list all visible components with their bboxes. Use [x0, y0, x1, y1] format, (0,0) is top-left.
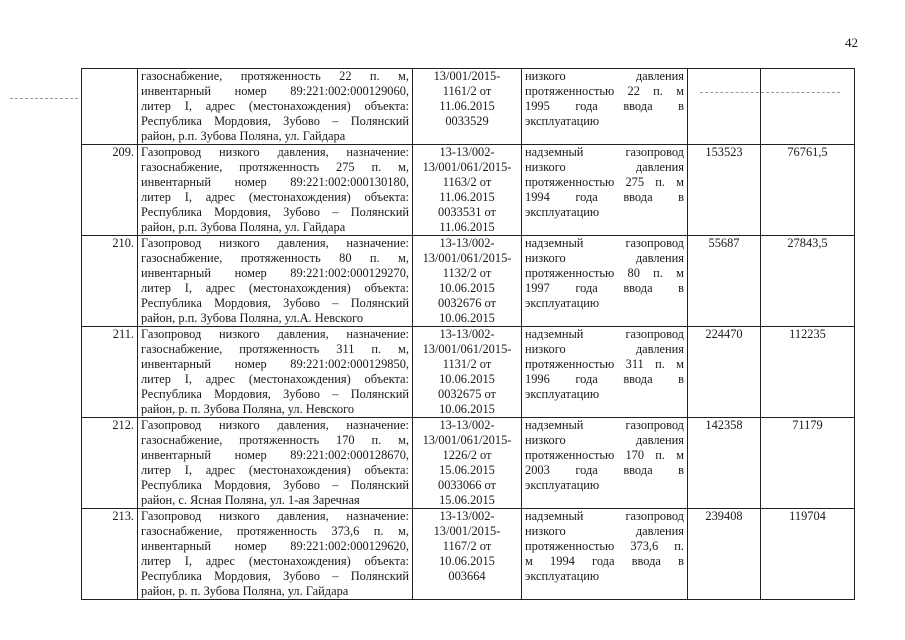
object-characteristics-line: надземный газопровод	[525, 509, 684, 523]
object-description-line: Республика Мордовия, Зубово – Полянский	[141, 114, 409, 128]
registration-record	[413, 145, 522, 236]
object-description-line: Республика Мордовия, Зубово – Полянский	[141, 387, 409, 401]
object-description-line: газоснабжение, протяженность 170 п. м,	[141, 433, 409, 447]
registration-record-line: 10.06.2015	[439, 402, 495, 416]
object-description	[138, 69, 413, 145]
registration-record-line: 11.06.2015	[439, 190, 495, 204]
balance-value: 239408	[688, 509, 761, 600]
object-characteristics-line: эксплуатацию	[525, 296, 600, 310]
object-description	[138, 418, 413, 509]
object-description-line: литер I, адрес (местонахождения) объекта:	[141, 281, 409, 295]
object-characteristics-line: надземный газопровод	[525, 327, 684, 341]
object-description-line: Газопровод низкого давления, назначение:	[141, 327, 409, 341]
balance-value: 153523	[688, 145, 761, 236]
object-description-line: инвентарный номер 89:221:002:000129060,	[141, 84, 409, 98]
object-description-line: литер I, адрес (местонахождения) объекта:	[141, 554, 409, 568]
registry-body	[82, 69, 855, 600]
object-characteristics	[522, 69, 688, 145]
registration-record-line: 0032676 от	[438, 296, 496, 310]
object-characteristics-line: эксплуатацию	[525, 569, 600, 583]
registration-record-line: 1163/2 от	[442, 175, 492, 189]
object-characteristics-line: м 1994 года ввода в	[525, 554, 684, 568]
object-characteristics-line: надземный газопровод	[525, 418, 684, 432]
registration-record-line: 1161/2 от	[442, 84, 492, 98]
registration-record-line: 13-13/002-	[439, 418, 495, 432]
balance-value: 142358	[688, 418, 761, 509]
registration-record-line: 1131/2 от	[442, 357, 492, 371]
object-characteristics	[522, 236, 688, 327]
object-description-line: Республика Мордовия, Зубово – Полянский	[141, 569, 409, 583]
row-number: 211.	[82, 327, 138, 418]
object-characteristics-line: эксплуатацию	[525, 387, 600, 401]
object-characteristics-line: эксплуатацию	[525, 114, 600, 128]
object-description-line: Газопровод низкого давления, назначение:	[141, 236, 409, 250]
registration-record-line: 0032675 от	[438, 387, 496, 401]
table-row	[82, 418, 855, 509]
registration-record-line: 15.06.2015	[439, 493, 495, 507]
object-characteristics-line: 1996 года ввода в	[525, 372, 684, 386]
object-characteristics-line: протяженностью 275 п. м	[525, 175, 684, 189]
object-description-line: газоснабжение, протяженность 311 п. м,	[141, 342, 409, 356]
page-number: 42	[845, 35, 858, 50]
registration-record-line: 13/001/061/2015-	[422, 251, 512, 265]
registration-record	[413, 236, 522, 327]
registration-record-line: 13-13/002-	[439, 236, 495, 250]
object-description-line: инвентарный номер 89:221:002:000129270,	[141, 266, 409, 280]
registration-record-line: 0033529	[445, 114, 489, 128]
registration-record-line: 1167/2 от	[442, 539, 492, 553]
object-characteristics-line: 1995 года ввода в	[525, 99, 684, 113]
registration-record-line: 13-13/002-	[439, 509, 495, 523]
object-description	[138, 145, 413, 236]
object-characteristics-line: 1997 года ввода в	[525, 281, 684, 295]
registration-record-line: 13/001/2015-	[433, 524, 501, 538]
registration-record	[413, 69, 522, 145]
registration-record-line: 1132/2 от	[442, 266, 492, 280]
object-description-line: газоснабжение, протяженность 80 п. м,	[141, 251, 409, 265]
row-number: 213.	[82, 509, 138, 600]
object-characteristics-line: 2003 года ввода в	[525, 463, 684, 477]
object-description-line: Газопровод низкого давления, назначение:	[141, 418, 409, 432]
object-characteristics-line: низкого давления	[525, 160, 684, 174]
object-characteristics	[522, 327, 688, 418]
registration-record-line: 13-13/002-	[439, 145, 495, 159]
object-characteristics-line: эксплуатацию	[525, 478, 600, 492]
table-row	[82, 145, 855, 236]
object-description-line: Газопровод низкого давления, назначение:	[141, 509, 409, 523]
balance-value	[688, 69, 761, 145]
registration-record-line: 0033066 от	[438, 478, 496, 492]
object-description	[138, 327, 413, 418]
object-description-line: литер I, адрес (местонахождения) объекта:	[141, 99, 409, 113]
object-description-line: газоснабжение, протяженность 373,6 п. м,	[141, 524, 409, 538]
registration-record-line: 13/001/061/2015-	[422, 433, 512, 447]
object-characteristics-line: 1994 года ввода в	[525, 190, 684, 204]
row-number: 212.	[82, 418, 138, 509]
object-characteristics-line: надземный газопровод	[525, 145, 684, 159]
table-row	[82, 69, 855, 145]
residual-value: 71179	[761, 418, 855, 509]
object-description-line: район, р. п. Зубова Поляна, ул. Гайдара	[141, 584, 349, 598]
residual-value: 27843,5	[761, 236, 855, 327]
object-characteristics-line: низкого давления	[525, 251, 684, 265]
object-description	[138, 236, 413, 327]
object-description-line: газоснабжение, протяженность 275 п. м,	[141, 160, 409, 174]
registration-record-line: 003664	[448, 569, 486, 583]
object-characteristics-line: низкого давления	[525, 433, 684, 447]
object-characteristics-line: низкого давления	[525, 342, 684, 356]
registration-record-line: 13-13/002-	[439, 327, 495, 341]
registration-record	[413, 327, 522, 418]
registration-record-line: 13/001/061/2015-	[422, 160, 512, 174]
table-row	[82, 327, 855, 418]
table-row	[82, 509, 855, 600]
object-description-line: Газопровод низкого давления, назначение:	[141, 145, 409, 159]
registration-record	[413, 418, 522, 509]
object-characteristics-line: протяженностью 22 п. м	[525, 84, 684, 98]
residual-value: 76761,5	[761, 145, 855, 236]
balance-value: 55687	[688, 236, 761, 327]
object-characteristics-line: надземный газопровод	[525, 236, 684, 250]
registration-record-line: 10.06.2015	[439, 281, 495, 295]
object-characteristics-line: эксплуатацию	[525, 205, 600, 219]
object-characteristics	[522, 145, 688, 236]
residual-value: 119704	[761, 509, 855, 600]
registration-record	[413, 509, 522, 600]
object-description-line: инвентарный номер 89:221:002:000128670,	[141, 448, 409, 462]
object-characteristics-line: протяженностью 80 п. м	[525, 266, 684, 280]
object-description-line: инвентарный номер 89:221:002:000129620,	[141, 539, 409, 553]
registration-record-line: 15.06.2015	[439, 463, 495, 477]
registration-record-line: 11.06.2015	[439, 99, 495, 113]
residual-value: 112235	[761, 327, 855, 418]
registration-record-line: 13/001/061/2015-	[422, 342, 512, 356]
object-description-line: газоснабжение, протяженность 22 п. м,	[141, 69, 409, 83]
registration-record-line: 0033531 от	[438, 205, 496, 219]
object-characteristics	[522, 418, 688, 509]
object-characteristics-line: протяженностью 373,6 п.	[525, 539, 684, 553]
object-description-line: район, р.п. Зубова Поляна, ул. Гайдара	[141, 129, 346, 143]
registration-record-line: 11.06.2015	[439, 220, 495, 234]
object-characteristics-line: низкого давления	[525, 524, 684, 538]
registration-record-line: 1226/2 от	[442, 448, 492, 462]
object-description-line: район, р. п. Зубова Поляна, ул. Невского	[141, 402, 355, 416]
object-characteristics-line: низкого давления	[525, 69, 684, 83]
row-number: 209.	[82, 145, 138, 236]
row-number	[82, 69, 138, 145]
scan-artifact-left	[10, 98, 78, 99]
object-description-line: район, с. Ясная Поляна, ул. 1-ая Заречная	[141, 493, 360, 507]
object-description	[138, 509, 413, 600]
residual-value	[761, 69, 855, 145]
object-description-line: инвентарный номер 89:221:002:000129850,	[141, 357, 409, 371]
object-description-line: Республика Мордовия, Зубово – Полянский	[141, 205, 409, 219]
property-registry-table	[81, 68, 855, 600]
registration-record-line: 13/001/2015-	[433, 69, 501, 83]
object-description-line: литер I, адрес (местонахождения) объекта:	[141, 463, 409, 477]
object-description-line: литер I, адрес (местонахождения) объекта:	[141, 372, 409, 386]
object-characteristics-line: протяженностью 170 п. м	[525, 448, 684, 462]
table-row	[82, 236, 855, 327]
registration-record-line: 10.06.2015	[439, 372, 495, 386]
registration-record-line: 10.06.2015	[439, 554, 495, 568]
registration-record-line: 10.06.2015	[439, 311, 495, 325]
object-description-line: Республика Мордовия, Зубово – Полянский	[141, 478, 409, 492]
object-description-line: литер I, адрес (местонахождения) объекта:	[141, 190, 409, 204]
object-description-line: Республика Мордовия, Зубово – Полянский	[141, 296, 409, 310]
object-characteristics	[522, 509, 688, 600]
object-description-line: инвентарный номер 89:221:002:000130180,	[141, 175, 409, 189]
object-characteristics-line: протяженностью 311 п. м	[525, 357, 684, 371]
row-number: 210.	[82, 236, 138, 327]
balance-value: 224470	[688, 327, 761, 418]
object-description-line: район, р.п. Зубова Поляна, ул.А. Невского	[141, 311, 364, 325]
object-description-line: район, р.п. Зубова Поляна, ул. Гайдара	[141, 220, 346, 234]
